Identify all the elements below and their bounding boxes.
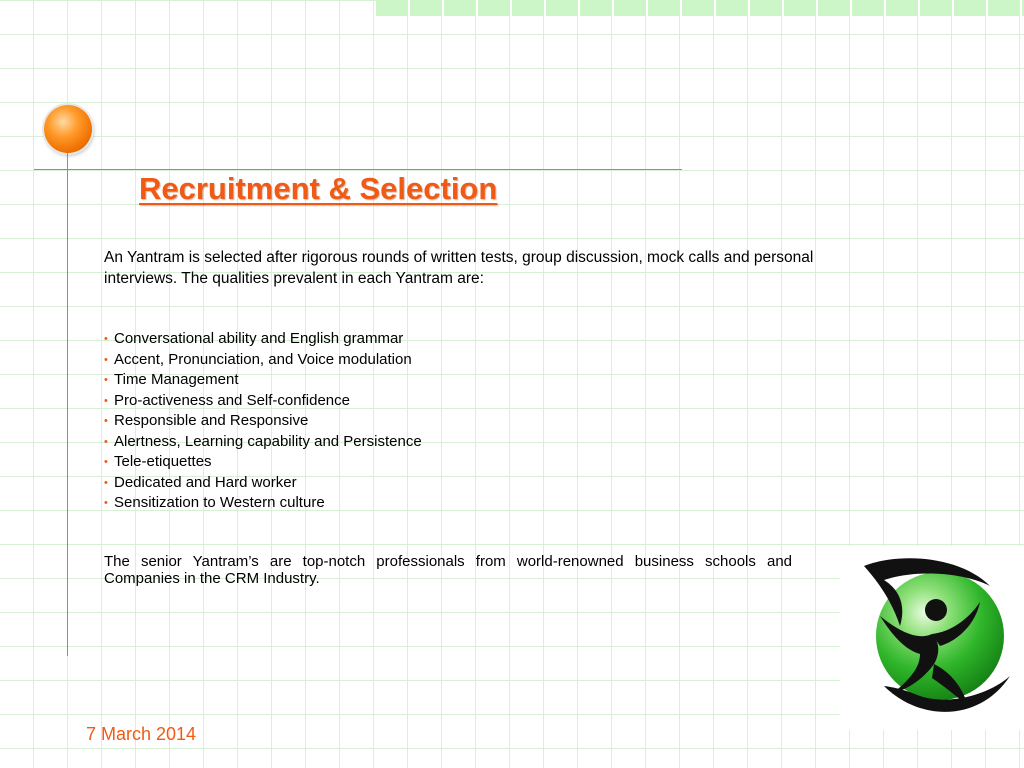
intro-paragraph: An Yantram is selected after rigorous rounds of written tests, group discussion, mock calls and personal interviews. The qualities prevalent in each Yantram are:: [104, 249, 814, 287]
list-item-text: Tele-etiquettes: [114, 453, 212, 470]
qualities-list: [104, 329, 422, 514]
list-item-text: Dedicated and Hard worker: [114, 473, 297, 491]
list-item-text: Time Management: [114, 371, 239, 388]
list-item: [104, 391, 422, 412]
list-item-text: Accent, Pronunciation, and Voice modulation: [114, 350, 412, 368]
list-item: [104, 370, 422, 391]
bullet-icon: •: [104, 415, 108, 427]
bullet-icon: •: [104, 333, 108, 345]
list-item-text: Responsible and Responsive: [114, 412, 309, 429]
slide-title: Recruitment & Selection: [139, 171, 498, 206]
list-item: [104, 452, 422, 473]
bullet-icon: •: [104, 435, 108, 448]
footer-date: 7 March 2014: [86, 724, 197, 744]
list-item-text: Alertness, Learning capability and Persistence: [114, 432, 422, 450]
list-item-text: Pro-activeness and Self-confidence: [114, 391, 350, 409]
bullet-icon: •: [104, 394, 108, 407]
top-grid-band: [376, 0, 1024, 16]
list-item: [104, 411, 422, 432]
bullet-icon: •: [104, 353, 108, 366]
bullet-icon: •: [104, 476, 108, 489]
list-item: [104, 329, 422, 350]
vertical-rule: [67, 153, 68, 656]
list-item: [104, 432, 422, 453]
list-item-text: Conversational ability and English grammar: [114, 330, 404, 347]
list-item: [104, 493, 422, 514]
list-item: [104, 350, 422, 371]
closing-paragraph: The senior Yantram’s are top-notch professionals from world-renowned business schools and Companies in the CRM Industry.: [104, 553, 792, 587]
bullet-icon: •: [104, 456, 108, 468]
bullet-icon: •: [104, 374, 108, 386]
bullet-icon: •: [104, 497, 108, 509]
yantram-logo-icon: [840, 546, 1024, 730]
orange-sphere-icon: [44, 105, 92, 153]
horizontal-rule: [34, 169, 682, 170]
list-item: [104, 473, 422, 494]
list-item-text: Sensitization to Western culture: [114, 494, 325, 511]
